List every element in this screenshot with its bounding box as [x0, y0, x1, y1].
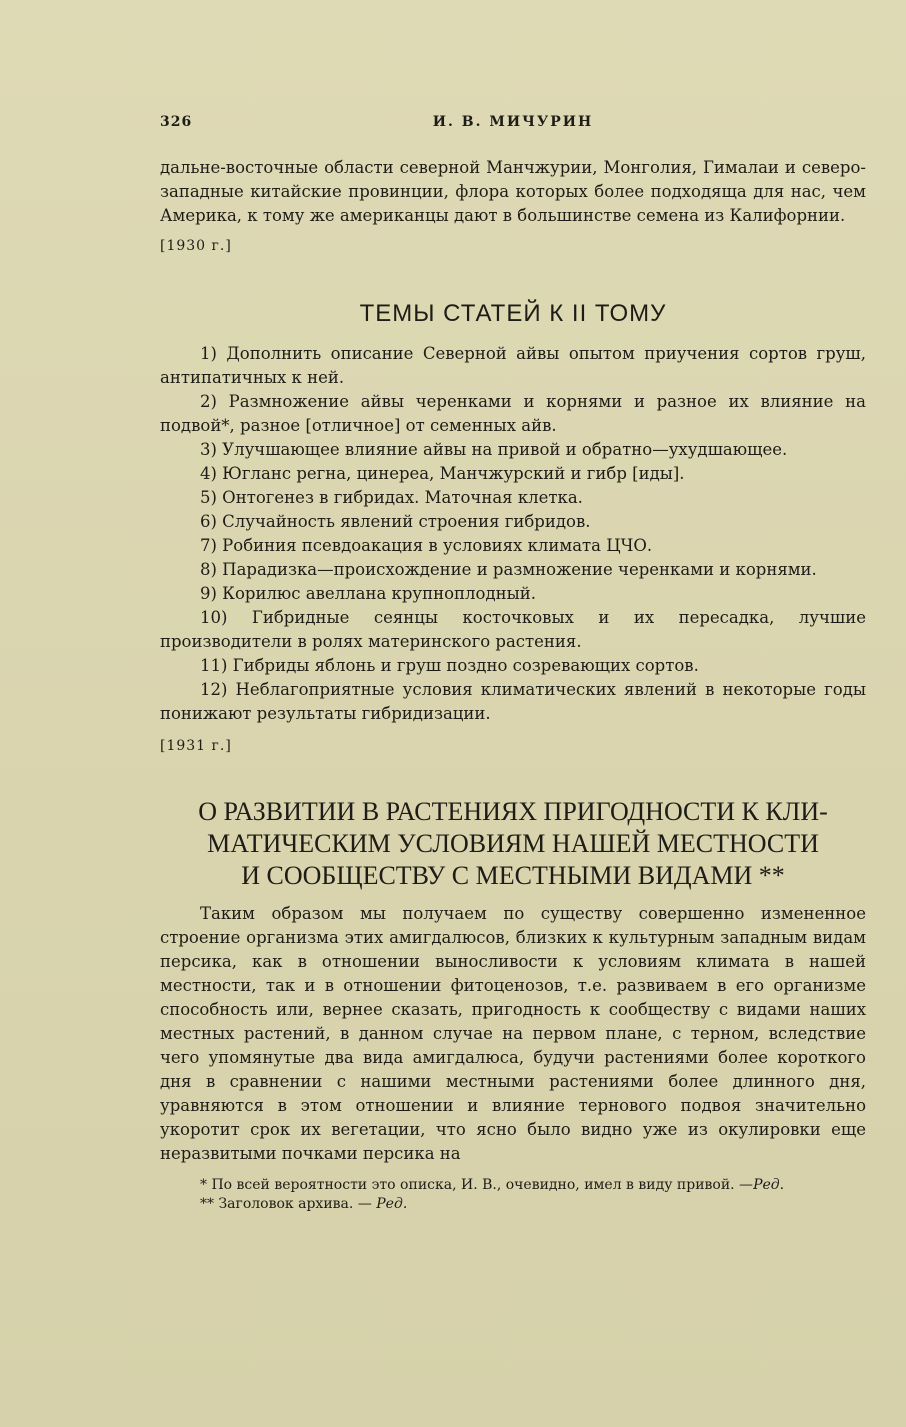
footnote-1-text: * По всей вероятности это описка, И. В., очевидно, имел в виду привой. —: [200, 1177, 754, 1193]
list-item: 7) Робиния псевдоакация в условиях климата ЦЧО.: [200, 536, 653, 555]
page-number: 326: [160, 114, 193, 130]
running-title: И. В. МИЧУРИН: [432, 114, 594, 130]
intro-date: [1930 г.]: [160, 238, 232, 254]
footnote-1-editor: Ред.: [753, 1177, 785, 1193]
section-title-article: [150, 796, 876, 892]
list-item: 6) Случайность явлений строения гибридов.: [200, 512, 591, 531]
footnote-2-text: ** Заголовок архива. —: [200, 1196, 372, 1212]
list-item: 10) Гибридные сеянцы косточковых и их пересадка, лучшие производители в ролях материнского растения.: [160, 608, 866, 651]
footnote-2-editor: Ред.: [376, 1196, 408, 1212]
list-item: 4) Югланс регна, цинереа, Манчжурский и гибр [иды].: [200, 464, 685, 483]
list-item: 9) Корилюс авеллана крупноплодный.: [200, 584, 537, 603]
article-body: [160, 902, 866, 1166]
list-item: 3) Улучшающее влияние айвы на привой и обратно—ухудшающее.: [200, 440, 788, 459]
intro-block: [160, 156, 866, 258]
footnotes: [160, 1176, 866, 1214]
footnote-2: [160, 1195, 866, 1214]
intro-paragraph: дальне-восточные области северной Манчжурии, Монголия, Гималаи и северо-западные китайские провинции, флора которых более подходяща для нас, чем Америка, к тому же американцы дают в большинстве семена из Калифорнии.: [160, 158, 866, 225]
section-title-topics: ТЕМЫ СТАТЕЙ К II ТОМУ: [359, 300, 667, 327]
topics-list: [160, 342, 866, 758]
article-paragraph: Таким образом мы получаем по существу совершенно измененное строение организма этих амигдалюсов, близких к культурным западным видам персика, как в отношении выносливости к условиям климата в нашей местности, так и в отношении фитоценозов, т.е. развиваем в его организме способность или, вернее сказать, пригодность к сообществу с видами наших местных растений, в данном случае на первом плане, с терном, вследствие чего упомянутые два вида амигдалюса, будучи растениями более короткого дня в сравнении с нашими местными растениями более длинного дня, уравняются в этом отношении и влияние тернового подвоя значительно укоротит срок их вегетации, что ясно было видно уже из окулировки еще неразвитыми почками персика на: [160, 904, 866, 1163]
list-item: 12) Неблагоприятные условия климатических явлений в некоторые годы понижают результаты гибридизации.: [160, 680, 866, 723]
list-item: 5) Онтогенез в гибридах. Маточная клетка.: [200, 488, 583, 507]
list-item: 2) Размножение айвы черенками и корнями и разное их влияние на подвой*, разное [отличное] от семенных айв.: [160, 392, 866, 435]
article-title-line: МАТИЧЕСКИМ УСЛОВИЯМ НАШЕЙ МЕСТНОСТИ: [207, 829, 819, 858]
article-title-line: О РАЗВИТИИ В РАСТЕНИЯХ ПРИГОДНОСТИ К КЛИ-: [198, 797, 828, 826]
topics-date: [1931 г.]: [160, 738, 232, 754]
article-title-line: И СООБЩЕСТВУ С МЕСТНЫМИ ВИДАМИ **: [241, 861, 785, 890]
list-item: 11) Гибриды яблонь и груш поздно созревающих сортов.: [200, 656, 699, 675]
footnote-1: [160, 1176, 866, 1195]
list-item: 1) Дополнить описание Северной айвы опытом приучения сортов груш, антипатичных к ней.: [160, 344, 866, 387]
list-item: 8) Парадизка—происхождение и размножение черенками и корнями.: [200, 560, 817, 579]
